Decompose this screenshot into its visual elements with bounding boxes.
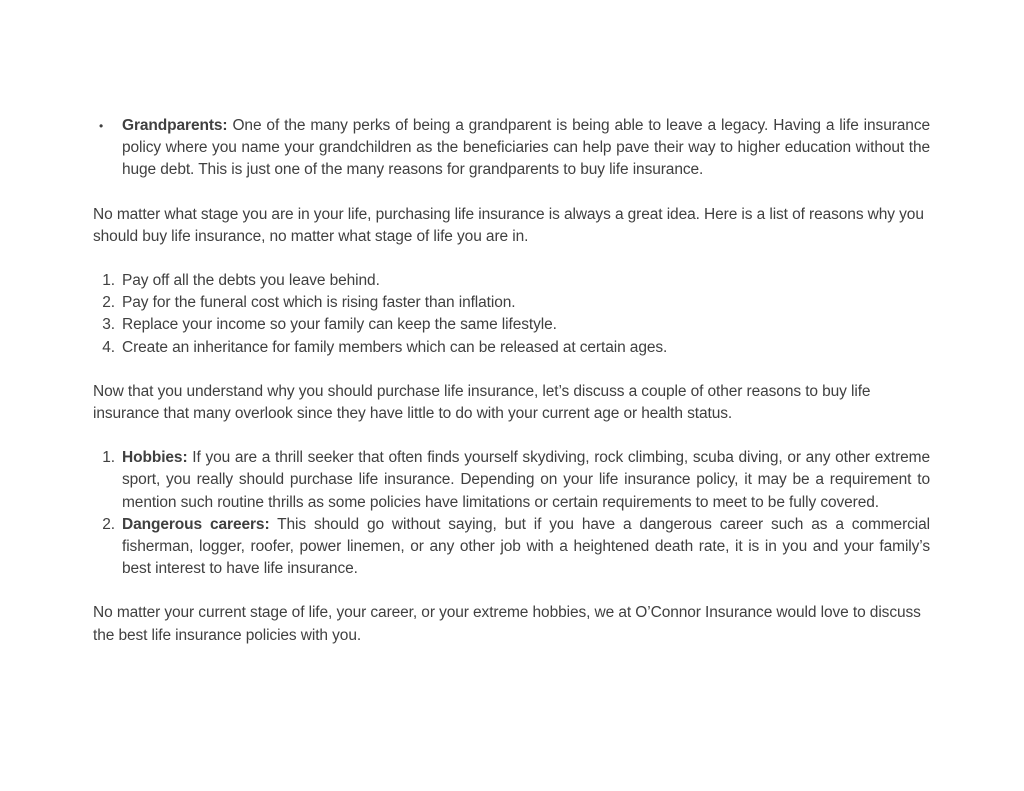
list-text: Replace your income so your family can keep the same lifestyle. — [122, 316, 557, 334]
list-number: 3. — [102, 316, 115, 334]
list-item — [93, 314, 930, 336]
list-text: Pay off all the debts you leave behind. — [122, 272, 380, 290]
reasons-list — [93, 270, 930, 359]
paragraph-other-reasons: Now that you understand why you should purchase life insurance, let’s discuss a couple of other reasons to buy life insurance that many overlook since they have little to do with your current age or health status. — [93, 382, 871, 423]
list-number: 1. — [102, 272, 115, 290]
paragraph-closing: No matter your current stage of life, your career, or your extreme hobbies, we at O’Connor Insurance would love to discuss the best life insurance policies with you. — [93, 604, 921, 644]
other-reasons-list — [93, 447, 930, 580]
list-term: Hobbies: — [122, 449, 188, 467]
bullet-text: One of the many perks of being a grandparent is being able to leave a legacy. Having a life insurance policy where you name your grandchildren as the beneficiaries can help pave their way to higher education without the huge debt. This is just one of the many reasons for grandparents to buy life insurance. — [122, 117, 930, 179]
bullet-marker: • — [99, 119, 104, 133]
list-item — [93, 270, 930, 292]
list-number: 2. — [102, 294, 115, 312]
list-number: 1. — [102, 449, 115, 467]
list-number: 4. — [102, 338, 115, 356]
list-text: Pay for the funeral cost which is rising faster than inflation. — [122, 294, 516, 312]
list-text: This should go without saying, but if you have a dangerous career such as a commercial fisherman, logger, roofer, power linemen, or any other job with a heightened death rate, it is in you and your family’s best interest to have life insurance. — [122, 515, 931, 578]
list-text: If you are a thrill seeker that often finds yourself skydiving, rock climbing, scuba diving, or any other extreme sport, you really should purchase life insurance. Depending on your life insurance policy, it may be a requirement to mention such routine thrills as some policies have limitations or certain requirements to meet to be fully covered. — [122, 449, 930, 511]
paragraph-intro: No matter what stage you are in your life, purchasing life insurance is always a great idea. Here is a list of reasons why you should buy life insurance, no matter what stage of life you are in. — [93, 205, 924, 245]
list-text: Create an inheritance for family members which can be released at certain ages. — [122, 338, 668, 356]
bullet-item-grandparents — [93, 115, 930, 182]
list-item — [93, 337, 930, 359]
bullet-term: Grandparents: — [122, 117, 228, 134]
list-number: 2. — [102, 515, 115, 533]
list-item-dangerous-careers — [93, 514, 930, 581]
list-item-hobbies — [93, 447, 930, 514]
list-term: Dangerous careers: — [122, 515, 270, 533]
document-body — [93, 115, 930, 647]
list-item — [93, 292, 930, 314]
